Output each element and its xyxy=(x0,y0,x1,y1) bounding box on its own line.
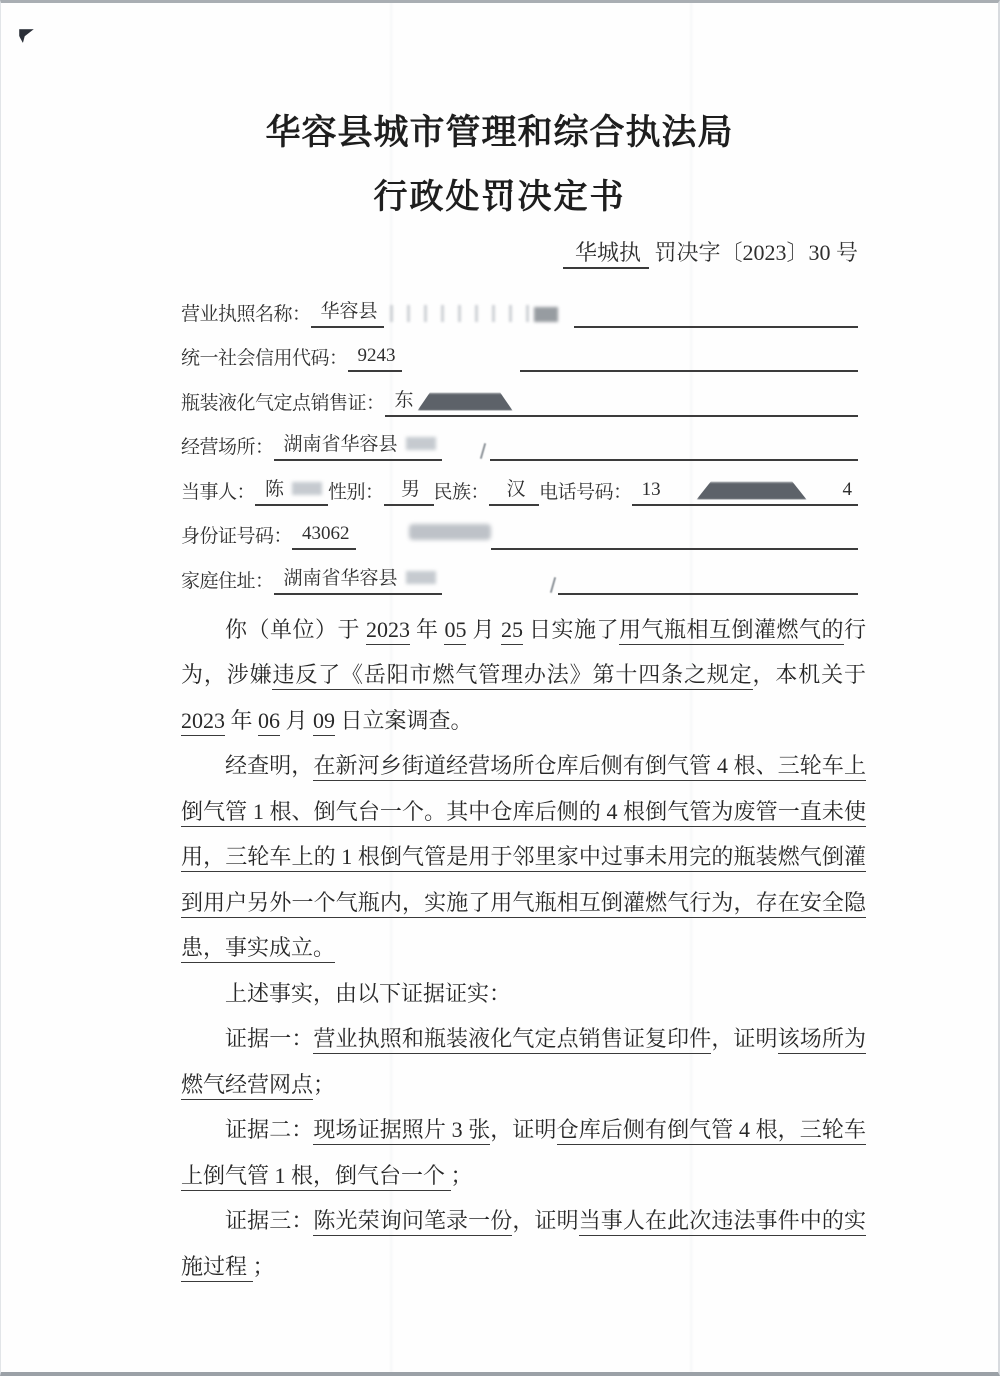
blank-underline xyxy=(520,344,858,372)
field-label: 经营场所： xyxy=(181,437,274,458)
form-fields xyxy=(181,283,858,595)
paragraph-evidence-intro xyxy=(181,971,866,1017)
redaction-blur xyxy=(406,571,436,584)
underlined-text-run: 营业执照和瓶装液化气定点销售证复印件 xyxy=(313,1026,711,1054)
scan-corner-mark xyxy=(19,29,34,43)
text-run: ，证明 xyxy=(711,1026,778,1051)
field-gap xyxy=(442,435,490,461)
underlined-text-run: 2023 xyxy=(181,708,225,736)
field-gap xyxy=(442,569,558,595)
redaction-blur xyxy=(292,482,322,495)
field-party-row xyxy=(181,461,858,506)
document-number xyxy=(1,237,858,269)
underlined-text-run: 25 xyxy=(501,617,523,645)
redaction-ghost-text xyxy=(384,302,574,328)
field-label: 性别： xyxy=(328,481,384,503)
phone-suffix: 4 xyxy=(842,478,852,500)
paragraph-investigation-findings xyxy=(181,743,866,971)
field-gap xyxy=(356,524,491,550)
text-run: 证据二： xyxy=(225,1117,314,1142)
text-run: 年 xyxy=(409,616,445,642)
document-number-rest: 罚决字〔2023〕30 号 xyxy=(654,240,858,265)
underlined-text-run: 用气瓶相互倒灌燃气的 xyxy=(619,617,844,645)
field-value: 湖南省华容县 xyxy=(274,429,442,461)
text-run: ； xyxy=(252,1253,275,1279)
field-value: 43062 xyxy=(292,523,356,550)
paragraph-evidence-3 xyxy=(181,1198,866,1289)
text-run: 行为，涉嫌 xyxy=(181,616,866,687)
text-run: ； xyxy=(313,1071,336,1097)
underlined-text-run: 仓库后侧有倒气管 4 根，三轮车上倒气管 1 根，倒气台一个 xyxy=(181,1117,866,1191)
field-value-party xyxy=(255,474,328,506)
field-value-ethnicity: 汉 xyxy=(489,474,539,506)
underlined-text-run: 当事人在此次违法事件中的实施过程 xyxy=(181,1208,866,1282)
text-run: 月 xyxy=(466,616,501,642)
text-run: ，本机关于 xyxy=(752,662,866,687)
field-label: 民族： xyxy=(433,481,490,503)
document-body xyxy=(181,607,866,1290)
underlined-text-run: 违反了《岳阳市燃气管理办法》第十四条之规定 xyxy=(272,662,752,690)
underlined-text-run: 05 xyxy=(444,617,466,645)
field-label: 瓶装液化气定点销售证： xyxy=(181,392,385,414)
scan-artifact xyxy=(479,443,485,459)
field-business-place xyxy=(181,417,858,462)
text-run: 日立案调查。 xyxy=(335,707,473,733)
field-value: 陈 xyxy=(265,478,285,500)
field-value: 湖南省华容县 xyxy=(274,563,442,595)
underlined-text-run: 06 xyxy=(258,708,280,736)
underlined-text-run: 2023 xyxy=(366,617,410,645)
paragraph-evidence-2 xyxy=(181,1107,866,1198)
text-run: 上述事实，由以下证据证实： xyxy=(225,980,512,1006)
redaction-bar xyxy=(418,393,513,411)
field-value-gender: 男 xyxy=(384,474,434,506)
field-label: 家庭住址： xyxy=(181,570,274,592)
document-title: 行政处罚决定书 xyxy=(373,179,626,216)
field-label: 当事人： xyxy=(181,481,256,503)
field-license-name xyxy=(181,283,858,328)
field-value: 东 xyxy=(394,389,414,411)
blank-underline xyxy=(558,567,858,595)
field-label: 营业执照名称： xyxy=(181,303,311,325)
underlined-text-run: 在新河乡街道经营场所仓库后侧有倒气管 4 根、三轮车上倒气管 1 根、倒气台一个。其中仓库后侧的 4 根倒气管为废管一直未使用，三轮车上的 1 根倒气管是用于邻里家中过事未用完的瓶装燃气倒灌到用户另外一个气瓶内，实施了用气瓶相互倒灌燃气行为，存在安全隐患，事实成立。 xyxy=(181,753,866,963)
field-value-line xyxy=(385,385,858,417)
field-value-phone xyxy=(632,479,858,506)
field-credit-code xyxy=(181,328,858,373)
field-id-number xyxy=(181,506,858,551)
field-home-address xyxy=(181,550,858,595)
paragraph-violation-facts xyxy=(181,607,866,744)
agency-title: 华容县城市管理和综合执法局 xyxy=(265,113,734,152)
text-run: 证据三： xyxy=(225,1208,314,1233)
phone-prefix: 13 xyxy=(641,478,661,500)
field-value: 华容县 xyxy=(311,296,384,328)
text-run: 年 xyxy=(225,707,259,733)
blank-underline xyxy=(491,522,858,550)
underlined-text-run: 现场证据照片 3 张 xyxy=(313,1117,490,1145)
paragraph-evidence-1 xyxy=(181,1016,866,1107)
field-label: 身份证号码： xyxy=(181,526,293,547)
blank-underline xyxy=(574,300,858,328)
underlined-text-run: 该场所为燃气经营网点 xyxy=(181,1026,866,1100)
text-run: ； xyxy=(450,1162,473,1188)
redaction-blur xyxy=(409,524,491,540)
field-gap xyxy=(402,346,520,372)
text-run: ，证明 xyxy=(512,1208,579,1233)
document-number-prefix: 华城执 xyxy=(563,240,649,269)
text-run: 月 xyxy=(280,707,314,733)
blank-underline xyxy=(490,433,858,461)
underlined-text-run: 09 xyxy=(313,708,335,736)
redaction-blur xyxy=(406,437,436,450)
field-label: 电话号码： xyxy=(539,481,632,503)
field-label: 统一社会信用代码： xyxy=(181,348,348,369)
field-sales-cert xyxy=(181,372,858,417)
text-run: 经查明， xyxy=(225,753,314,778)
underlined-text-run: 陈光荣询问笔录一份 xyxy=(313,1208,512,1236)
text-run: 你（单位）于 xyxy=(225,616,366,642)
scan-artifact xyxy=(550,577,556,593)
field-value: 9243 xyxy=(348,345,402,372)
redaction-bar xyxy=(697,482,807,500)
text-run: ，证明 xyxy=(490,1117,557,1142)
text-run: 证据一： xyxy=(225,1026,314,1051)
text-run: 日实施了 xyxy=(522,616,619,642)
